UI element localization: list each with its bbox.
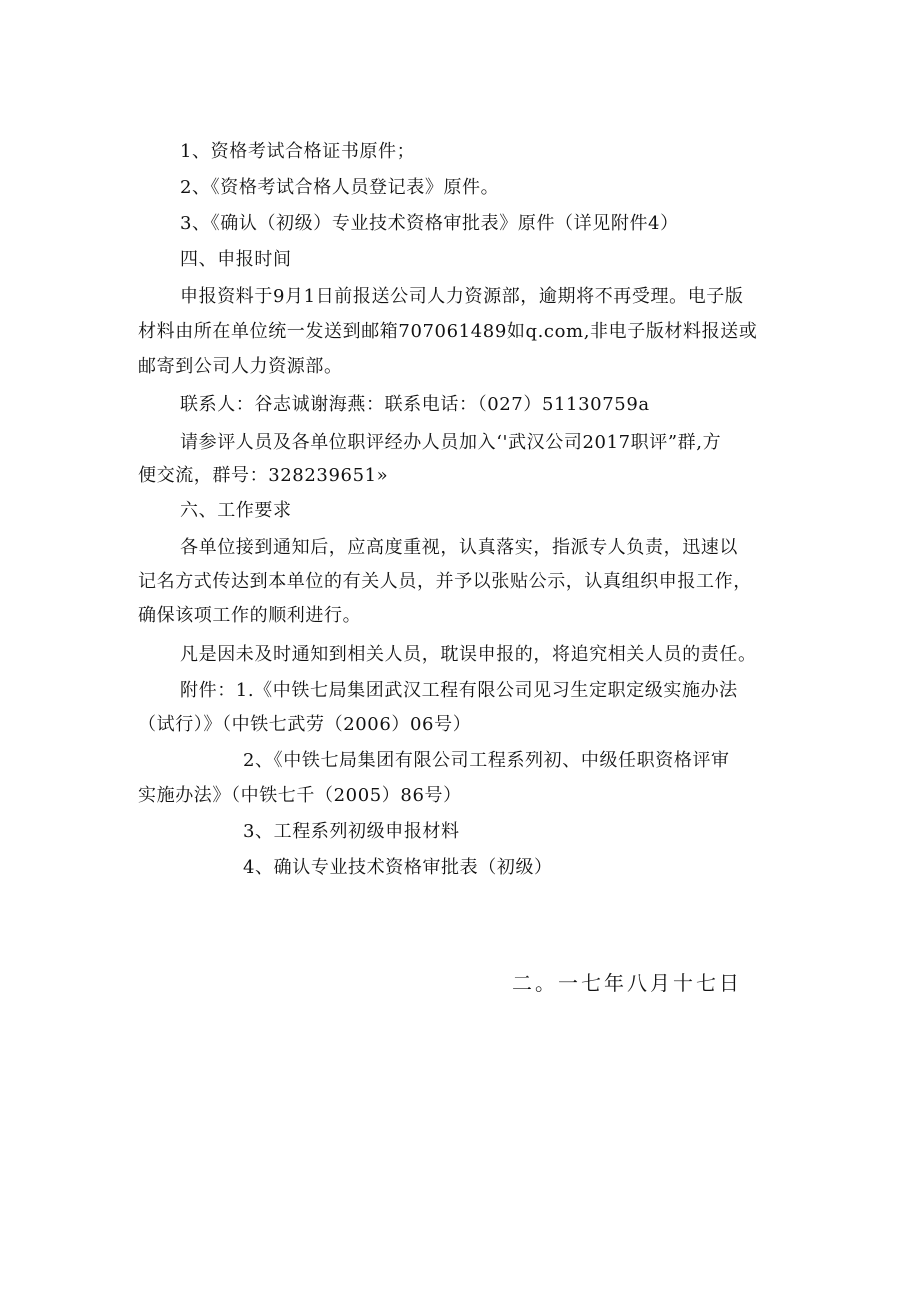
requirement-item-1: 1、资格考试合格证书原件； <box>180 141 416 162</box>
group-para-line-2: 便交流，群号：328239651» <box>138 465 389 486</box>
requirements-para-line-3: 确保该项工作的顺利进行。 <box>138 605 362 626</box>
application-para-line-1: 申报资料于9月1日前报送公司人力资源部，逾期将不再受理。电子版 <box>180 286 744 307</box>
attachment-1-line-2: （试行）》（中铁七武劳（2006）06号） <box>138 714 472 735</box>
requirement-item-2: 2、《资格考试合格人员登记表》原件。 <box>180 177 500 198</box>
attachment-2-line-1: 2、《中铁七局集团有限公司工程系列初、中级任职资格评审 <box>243 750 730 771</box>
section-heading-work-requirements: 六、工作要求 <box>180 500 292 521</box>
attachment-1-line-1: 附件：1.《中铁七局集团武汉工程有限公司见习生定职定级实施办法 <box>180 680 738 701</box>
contact-line: 联系人：谷志诚谢海燕：联系电话：（027）51130759a <box>180 394 650 415</box>
section-heading-application-time: 四、申报时间 <box>180 249 292 270</box>
application-para-line-2: 材料由所在单位统一发送到邮箱707061489如q.com,非电子版材料报送或 <box>138 321 758 342</box>
attachment-3: 3、工程系列初级申报材料 <box>243 821 460 842</box>
attachment-2-line-2: 实施办法》（中铁七千（2005）86号） <box>138 785 462 806</box>
requirement-item-3: 3、《确认（初级）专业技术资格审批表》原件（详见附件4） <box>180 213 679 234</box>
group-para-line-1: 请参评人员及各单位职评经办人员加入‘'武汉公司2017职评”群,方 <box>180 432 722 453</box>
penalty-line: 凡是因未及时通知到相关人员，耽误申报的，将追究相关人员的责任。 <box>180 644 757 665</box>
signature-date: 二。一七年八月十七日 <box>512 971 742 995</box>
application-para-line-3: 邮寄到公司人力资源部。 <box>138 356 343 377</box>
requirements-para-line-2: 记名方式传达到本单位的有关人员，并予以张贴公示，认真组织申报工作， <box>138 571 752 592</box>
attachment-4: 4、确认专业技术资格审批表（初级） <box>243 857 553 878</box>
requirements-para-line-1: 各单位接到通知后，应高度重视，认真落实，指派专人负责，迅速以 <box>180 537 738 558</box>
